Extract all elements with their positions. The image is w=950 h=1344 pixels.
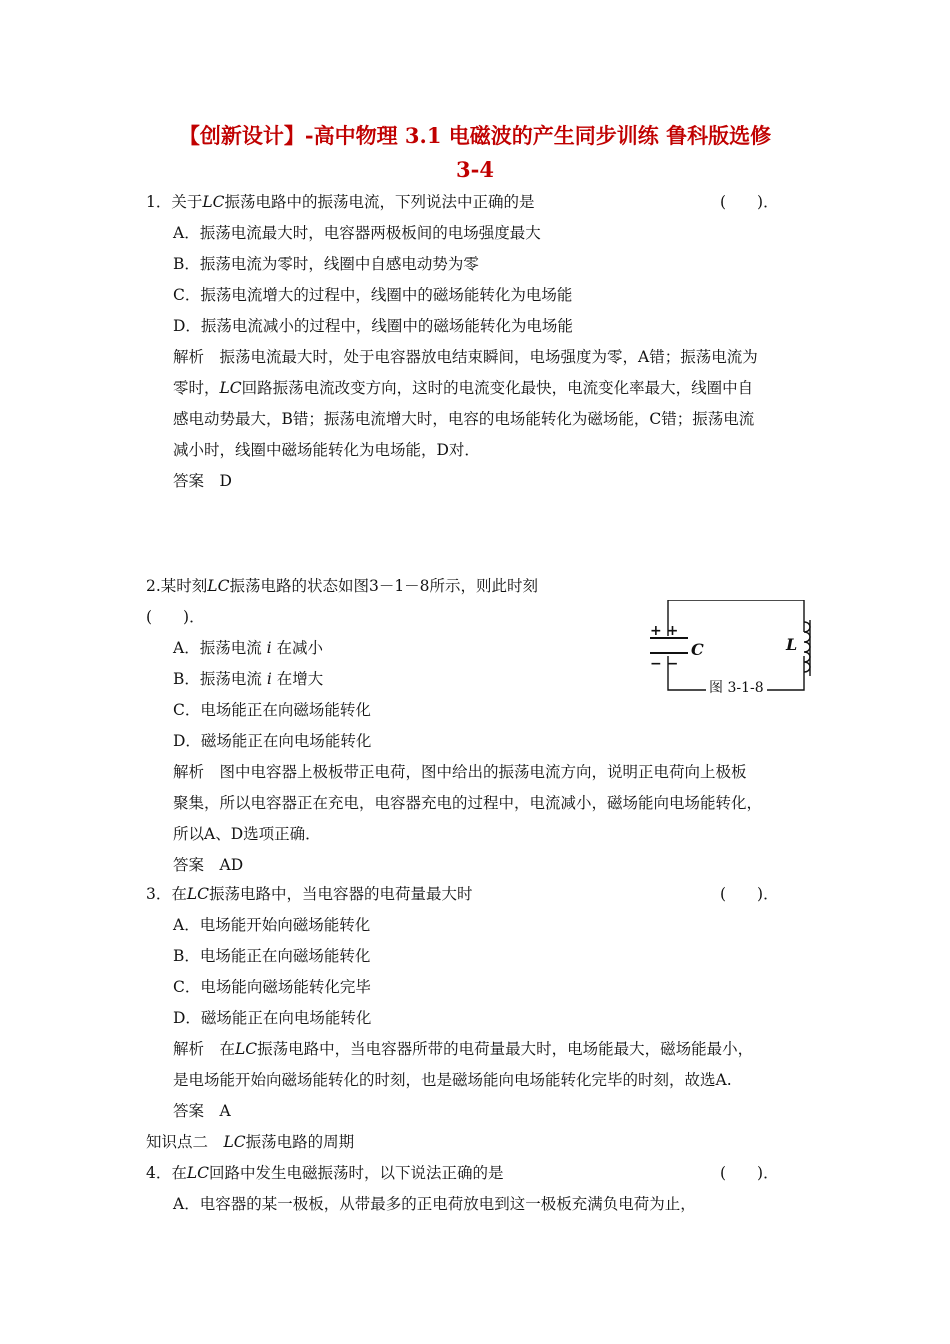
capacitor-negative-charges: − − (650, 656, 679, 672)
q1-analysis-line-1: 解析 振荡电流最大时，处于电容器放电结束瞬间，电场强度为零，A错；振荡电流为 (173, 348, 758, 366)
q3-answer-blank: ( )． (720, 885, 779, 903)
q3-analysis-line-2: 是电场能开始向磁场能转化的时刻，也是磁场能向电场能转化完毕的时刻，故选A. (173, 1071, 732, 1089)
q2-answer-blank: ( )． (146, 608, 205, 626)
q4-option-a: A．电容器的某一极板，从带最多的正电荷放电到这一极板充满负电荷为止， (173, 1195, 696, 1213)
capacitor-positive-charges: + + (650, 623, 679, 639)
q2-analysis-line-1: 解析 图中电容器上极板带正电荷，图中给出的振荡电流方向，说明正电荷向上极板 (173, 763, 747, 781)
q2-analysis-line-2: 聚集，所以电容器正在充电，电容器充电的过程中，电流减小，磁场能向电场能转化， (173, 794, 763, 812)
q3-option-a: A．电场能开始向磁场能转化 (173, 916, 371, 934)
q4-stem: 4．在LC回路中发生电磁振荡时，以下说法正确的是 (146, 1164, 504, 1182)
q2-option-a: A．振荡电流 i 在减小 (173, 639, 324, 657)
q1-option-c: C．振荡电流增大的过程中，线圈中的磁场能转化为电场能 (173, 286, 573, 304)
q3-option-c: C．电场能向磁场能转化完毕 (173, 978, 371, 996)
q2-analysis-line-3: 所以A、D选项正确． (173, 825, 321, 843)
q1-analysis-line-3: 感电动势最大，B错；振荡电流增大时，电容的电场能转化为磁场能，C错；振荡电流 (173, 410, 755, 428)
q2-option-d: D．磁场能正在向电场能转化 (173, 732, 372, 750)
document-title-line-1: 【创新设计】-高中物理 3.1 电磁波的产生同步训练 鲁科版选修 (178, 123, 772, 148)
q2-option-c: C．电场能正在向磁场能转化 (173, 701, 371, 719)
q1-answer: 答案 D (173, 472, 232, 490)
document-title-line-2: 3-4 (456, 157, 494, 182)
q1-analysis-line-4: 减小时，线圈中磁场能转化为电场能，D对． (173, 441, 480, 459)
section-heading: 知识点二 LC振荡电路的周期 (146, 1133, 355, 1151)
q1-stem: 1．关于LC振荡电路中的振荡电流，下列说法中正确的是 (146, 193, 535, 211)
q3-answer: 答案 A (173, 1102, 231, 1120)
q1-analysis-line-2: 零时，LC回路振荡电流改变方向，这时的电流变化最快，电流变化率最大，线圈中自 (173, 379, 754, 397)
q4-answer-blank: ( )． (720, 1164, 779, 1182)
q2-stem: 2.某时刻LC振荡电路的状态如图3－1－8所示，则此时刻 (146, 577, 539, 595)
q3-option-d: D．磁场能正在向电场能转化 (173, 1009, 372, 1027)
q3-analysis-line-1: 解析 在LC振荡电路中，当电容器所带的电荷量最大时，电场能最大，磁场能最小， (173, 1040, 754, 1058)
inductor-coil (804, 622, 810, 672)
q2-option-b: B．振荡电流 i 在增大 (173, 670, 324, 688)
q3-option-b: B．电场能正在向磁场能转化 (173, 947, 371, 965)
q3-stem: 3．在LC振荡电路中，当电容器的电荷量最大时 (146, 885, 473, 903)
q1-answer-blank: ( )． (720, 193, 779, 211)
q1-option-a: A．振荡电流最大时，电容器两极板间的电场强度最大 (173, 224, 541, 242)
capacitor-label: C (691, 640, 704, 659)
q2-answer: 答案 AD (173, 856, 244, 874)
inductor-label: L (786, 635, 798, 654)
q1-option-b: B．振荡电流为零时，线圈中自感电动势为零 (173, 255, 479, 273)
figure-caption: 图 3-1-8 (706, 678, 767, 698)
circuit-wire-top (668, 600, 804, 636)
q1-option-d: D．振荡电流减小的过程中，线圈中的磁场能转化为电场能 (173, 317, 573, 335)
